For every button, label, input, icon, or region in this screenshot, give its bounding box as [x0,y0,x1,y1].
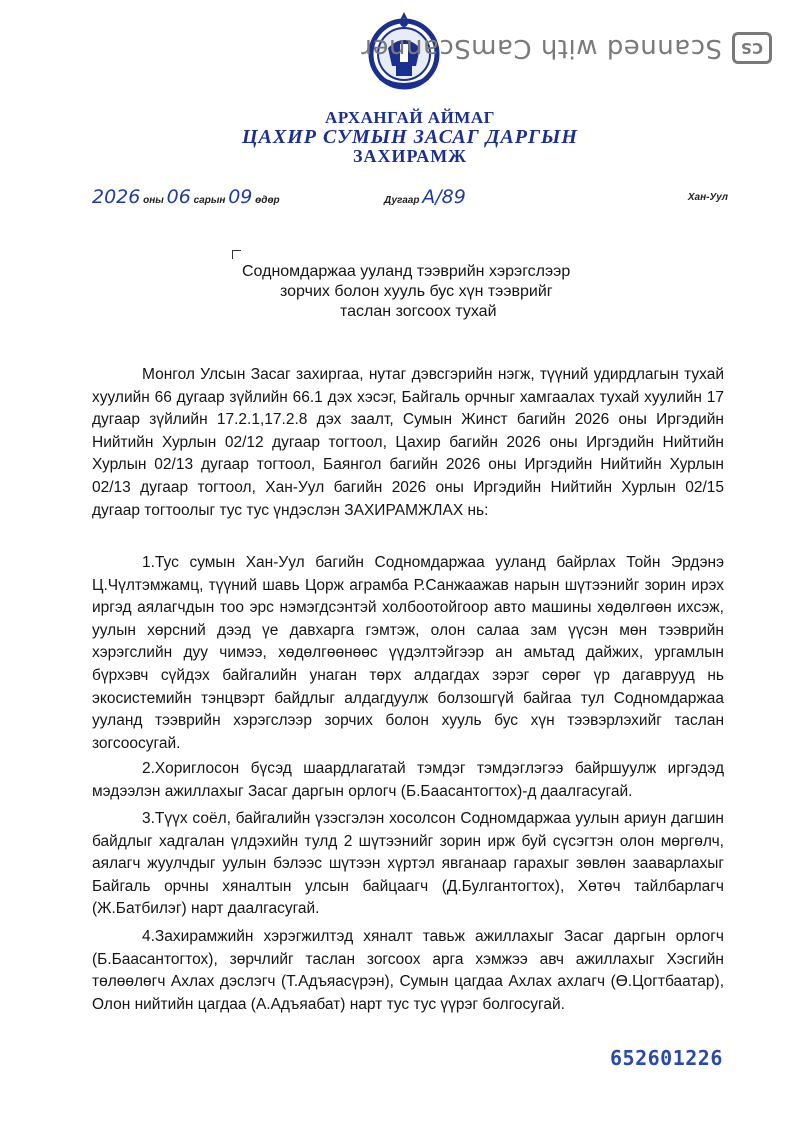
paragraph-4: 4.Захирамжийн хэрэгжилтэд хяналт тавьж ажиллахыг Засаг даргын орлогч (Б.Баасантогтох), зөрчлийг таслан зогсоох арга хэмжээ авч ажиллахыг Хэсгийн төлөөлөгч Ахлах дэслэгч (Т.Адъяасүрэн), Сумын цагдаа Ахлах ахлагч (Ө.Цогтбаатар), Олон нийтийн цагдаа (А.Адъяабат) нарт тус тус үүрэг болгосугай. [92,928,724,1013]
paragraph-1: 1.Тус сумын Хан-Уул багийн Содномдаржаа ууланд байрлах Тойн Эрдэнэ Ц.Чүлтэмжамц, түүний шавь Цорж аграмба Р.Санжаажав нарын шүтээнийг зорин ирэх иргэд аялагчдын тоо эрс нэмэгдсэнтэй холбоотойгоор авто машины хөдөлгөөн ихсэж, уулын хөрсний дээд үе давхарга гэмтэж, олон салаа зам үүсэн мөн тээврийн хэрэгслийн дуу чимээ, хөдөлгөөнөөс үүдэлтэйгээр ан амьтад дайжих, ургамлын бүрхэвч сүйдэх байгалийн унаган төрх алдагдах зэрэг сөрөг үр дагаврууд нь экосистемийн тэнцвэрт байдлыг алдагдуулж болзошгүй байгаа тул Содномдаржаа ууланд тээврийн хэрэгслээр зорчих болон хууль бус хүн тээвэрлэхийг таслан зогсоосугай. [92,554,724,752]
serial-number: 652601226 [610,1046,723,1070]
title-line: Содномдаржаа ууланд тээврийн хэрэгслээр [242,263,571,280]
date-line [92,186,280,208]
title-corner-mark [232,250,241,259]
date-year: 2026 [92,186,141,208]
scanner-watermark [348,28,772,68]
place-name: Хан-Уул [687,192,728,203]
aimag-name: АРХАНГАЙ АЙМАГ [325,108,495,127]
watermark-text: Scanned with CamScanner [360,33,722,63]
document-number: А/89 [422,186,466,208]
paragraph-3: 3.Түүх соёл, байгалийн үзэсгэлэн хосолсон Содномдаржаа уулын ариун дагшин байдлыг хадгалан үлдэхийн тулд 2 шүтээнийг зорин ирж буй сүсэгтэн олон мөргөлч, аялагч жуулчдыг уулын бэлээс шүтээн хүртэл явганаар гарахыг зөвлөн зааварлахыг Байгаль орчны хяналтын улсын байцаагч (Д.Булгантогтох), Хөтөч тайлбарлагч (Ж.Батбилэг) нарт даалгасугай. [92,810,724,918]
document-title [220,262,600,322]
document-type: ЗАХИРАМЖ [353,146,467,166]
date-month-suffix: сарын [193,195,226,206]
number-line [384,186,466,208]
paragraph-2: 2.Хориглосон бүсэд шаардлагатай тэмдэг тэмдэглэгээ байршуулж иргэдэд мэдээлэн ажиллахыг Засаг даргын орлогч (Б.Баасантогтох)-д даалгасугай. [92,760,724,800]
governor-title: ЦАХИР СУМЫН ЗАСАГ ДАРГЫН [242,126,578,148]
date-year-suffix: оны [143,195,164,206]
title-line: зорчих болон хууль бус хүн тээврийг [280,283,553,300]
date-day: 09 [228,186,253,208]
title-line: таслан зогсоох тухай [340,303,497,320]
preamble: Монгол Улсын Засаг захиргаа, нутаг дэвсгэрийн нэгж, түүний удирдлагын тухай хуулийн 66 дугаар зүйлийн 66.1 дэх хэсэг, Байгаль орчныг хамгаалах тухай хуулийн 17 дугаар зүйлийн 17.2.1,17.2.8 дэх заалт, Сумын Жинст багийн 2026 оны Иргэдийн Нийтийн Хурлын 02/12 дугаар тогтоол, Цахир багийн 2026 оны Иргэдийн Нийтийн Хурлын 02/13 дугаар тогтоол, Баянгол багийн 2026 оны Иргэдийн Нийтийн Хурлын 02/13 дугаар тогтоол, Хан-Уул багийн 2026 оны Иргэдийн Нийтийн Хурлын 02/15 дугаар тогтоолыг тус тус үндэслэн ЗАХИРАМЖЛАХ нь: [92,366,724,519]
camscanner-logo-icon: CS [732,32,772,64]
number-label: Дугаар [384,195,420,206]
date-month: 06 [166,186,191,208]
date-day-suffix: өдөр [255,195,280,206]
